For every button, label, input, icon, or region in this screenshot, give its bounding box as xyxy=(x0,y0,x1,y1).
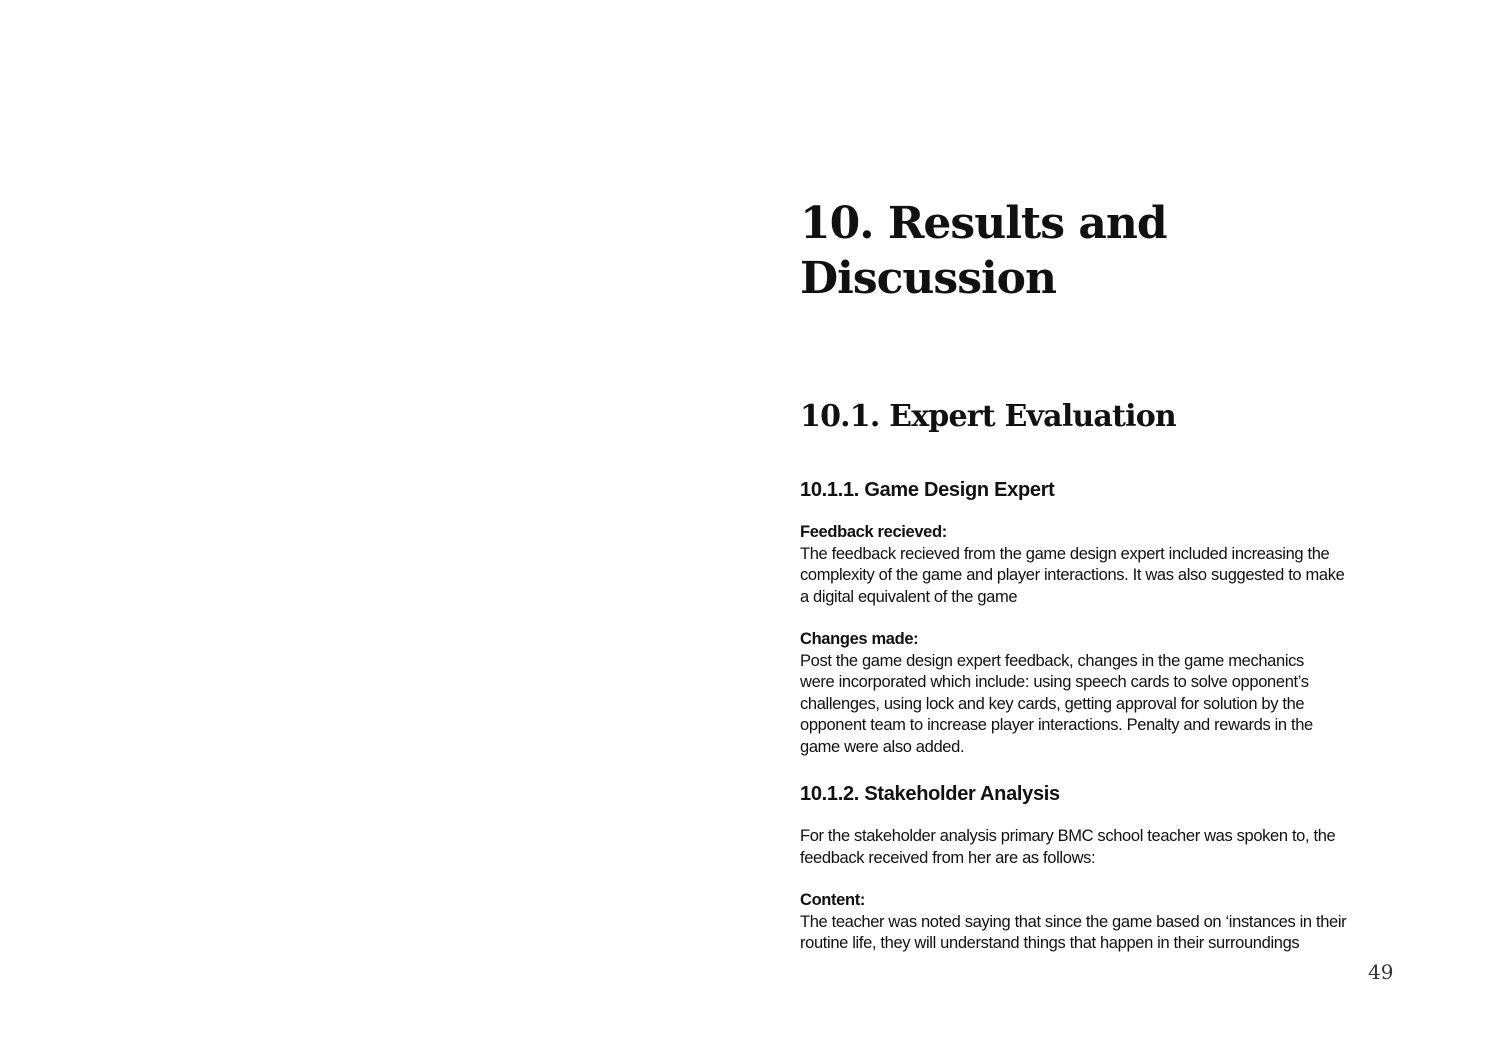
stakeholder-intro-block xyxy=(800,826,1405,869)
paragraph-line: complexity of the game and player interactions. It was also suggested to make xyxy=(800,566,1345,585)
content-block xyxy=(800,890,1405,955)
paragraph-line: were incorporated which include: using speech cards to solve opponent’s xyxy=(800,673,1309,692)
paragraph-line: opponent team to increase player interactions. Penalty and rewards in the xyxy=(800,716,1313,735)
page-number: 49 xyxy=(1368,960,1394,984)
paragraph-line: For the stakeholder analysis primary BMC school teacher was spoken to, the xyxy=(800,827,1336,845)
chapter-title-line: 10. Results and xyxy=(800,198,1167,249)
feedback-received-block xyxy=(800,522,1405,608)
paragraph-line: challenges, using lock and key cards, getting approval for solution by the xyxy=(800,694,1305,713)
paragraph-line: routine life, they will understand things that happen in their surroundings xyxy=(800,934,1300,953)
changes-made-block xyxy=(800,629,1405,759)
block-label: Feedback recieved: xyxy=(800,523,947,541)
paragraph-line: The teacher was noted saying that since the game based on ‘instances in their xyxy=(800,912,1347,931)
chapter-title-line: Discussion xyxy=(800,253,1057,304)
right-page xyxy=(800,0,1410,1061)
block-label: Content: xyxy=(800,891,866,909)
chapter-title xyxy=(800,196,1167,306)
paragraph-line: The feedback recieved from the game design expert included increasing the xyxy=(800,544,1330,563)
paragraph-line: game were also added. xyxy=(800,737,965,756)
paragraph-line: feedback received from her are as follows: xyxy=(800,848,1096,867)
subsection-title-stakeholder-analysis: 10.1.2. Stakeholder Analysis xyxy=(800,783,1060,805)
paragraph-line: a digital equivalent of the game xyxy=(800,587,1018,606)
subsection-title-game-design-expert: 10.1.1. Game Design Expert xyxy=(800,479,1055,501)
block-label: Changes made: xyxy=(800,630,919,648)
paragraph-line: Post the game design expert feedback, changes in the game mechanics xyxy=(800,651,1304,670)
section-title: 10.1. Expert Evaluation xyxy=(800,399,1176,434)
